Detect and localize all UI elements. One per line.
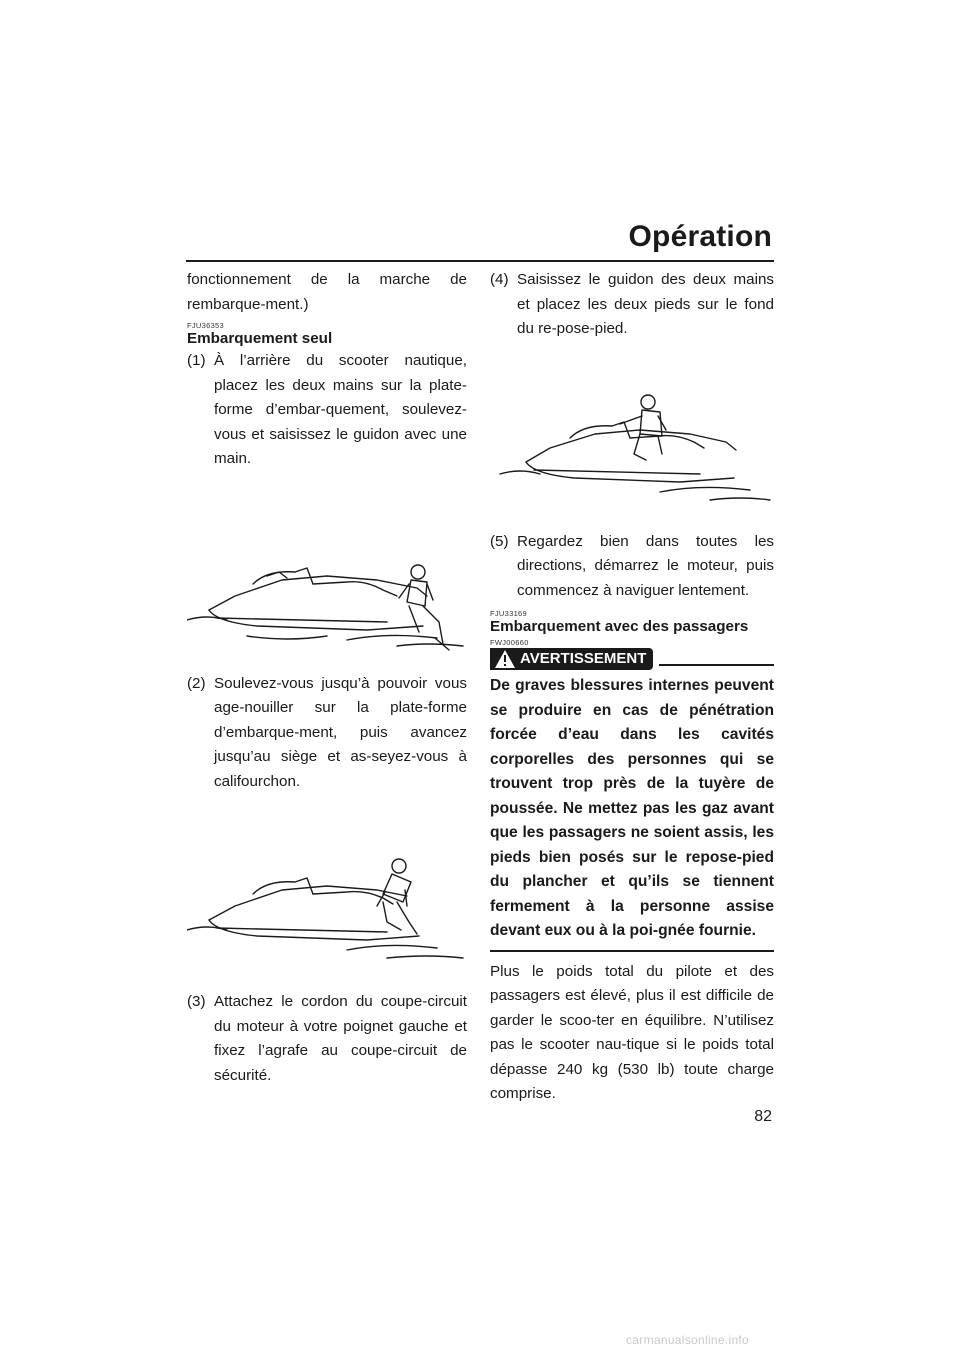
step-5: [490, 530, 774, 604]
step-text: À l’arrière du scooter nautique, placez les deux mains sur la plate-forme d’embar-quement, soulevez-vous et saisissez le guidon avec une main.: [214, 352, 467, 467]
step-number: (5): [490, 532, 509, 550]
step-2: [187, 672, 467, 795]
warning-rule: [659, 664, 774, 666]
warning-badge: [490, 648, 653, 670]
step-number: (1): [187, 352, 206, 369]
page-title: Opération: [628, 220, 772, 253]
intro-text: fonctionnement de la marche de rembarque-ment.): [187, 271, 467, 313]
warning-text: De graves blessures internes peuvent se produire en cas de pénétration forcée d’eau dans les cavités corporelles des personnes qui se trouvent trop près de la tuyère de poussée. Ne mettez pas les gaz avant que les passagers ne soient assis, les pieds bien posés sur le repose-pied du plancher et qu’ils se tiennent fermement à la personne assise devant eux ou à la poi-gnée fournie.: [490, 677, 774, 939]
left-column: [187, 268, 467, 1088]
illustration-boarding-step-4: [490, 342, 774, 530]
body-text: Plus le poids total du pilote et des passagers est élevé, plus il est difficile de garder le scoo-ter en équilibre. N’utilisez pas le scooter nau-tique si le poids total dépasse 240 kg (530 lb) toute charge comprise.: [490, 962, 774, 1102]
step-text: Attachez le cordon du coupe-circuit du moteur à votre poignet gauche et fixez l’agrafe au coupe-circuit de sécurité.: [214, 993, 467, 1084]
section-heading: Embarquement seul: [187, 330, 333, 347]
illustration-boarding-step-2: [187, 794, 467, 990]
warning-code: FWJ00660: [490, 638, 529, 647]
step-number: (2): [187, 674, 206, 692]
step-4: [490, 268, 774, 342]
right-column: [490, 268, 774, 1107]
warning-end-rule: [490, 950, 774, 952]
warning-triangle-icon: [494, 649, 516, 669]
step-number: (3): [187, 993, 206, 1010]
step-text: Soulevez-vous jusqu’à pouvoir vous age-nouiller sur la plate-forme d’embarque-ment, puis avancez jusqu’au siège et as-seyez-vous à califourchon.: [214, 674, 467, 790]
section-code: FJU36353: [187, 321, 225, 330]
step-text: Saisissez le guidon des deux mains et placez les deux pieds sur le fond du re-pose-pied.: [517, 271, 774, 337]
section-code: FJU33169: [490, 609, 528, 618]
header-rule: [186, 260, 774, 262]
section-heading: Embarquement avec des passagers: [490, 618, 749, 635]
watermark: carmanualsonline.info: [626, 1333, 750, 1347]
step-text: Regardez bien dans toutes les directions, démarrez le moteur, puis commencez à naviguer lentement.: [517, 532, 774, 599]
warning-header: [490, 648, 774, 670]
step-3: [187, 990, 467, 1088]
illustration-boarding-step-1: [187, 472, 467, 672]
step-1: [187, 349, 467, 472]
step-number: (4): [490, 271, 509, 288]
page-number: 82: [754, 1108, 772, 1125]
warning-label: AVERTISSEMENT: [520, 650, 647, 667]
